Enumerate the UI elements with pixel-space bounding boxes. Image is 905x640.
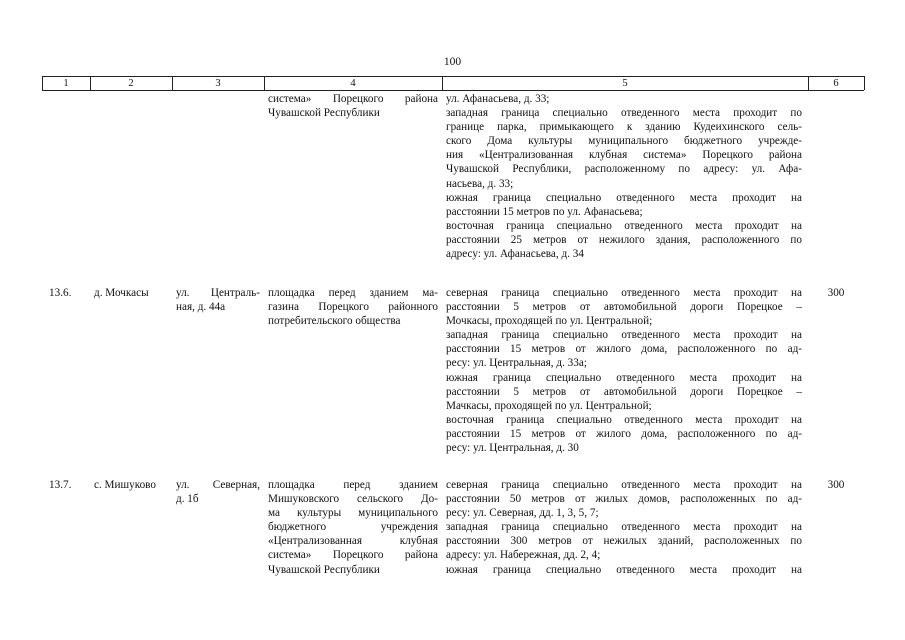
text-line: Мочкасы, проходящей по ул. Центральной; — [446, 315, 653, 328]
capacity-value: 300 — [827, 287, 845, 299]
text-line: система» Порецкого района — [268, 549, 438, 562]
text-line: западная граница специально отведенного места проходит на — [446, 329, 802, 342]
settlement-name: д. Мочкасы — [94, 287, 149, 299]
row-number: 13.6. — [49, 287, 72, 299]
text-line: д. 1б — [176, 493, 199, 506]
address — [176, 286, 260, 314]
address — [176, 478, 260, 506]
text-line: потребительского общества — [268, 315, 401, 328]
text-line: восточная граница специально отведенного места проходит на — [446, 219, 802, 232]
place-description — [268, 92, 438, 120]
text-line: адресу: ул. Набережная, дд. 2, 4; — [446, 549, 601, 562]
text-line: восточная граница специально отведенного места проходит на — [446, 413, 802, 426]
text-line: площадка перед зданием ма- — [268, 287, 438, 299]
text-line: газина Порецкого районного — [268, 301, 438, 314]
text-line: расстоянии 5 метров от автомобильной дороги Порецкое – — [446, 385, 802, 398]
text-line: насьева, д. 33; — [446, 177, 514, 190]
text-line: северная граница специально отведенного места проходит на — [446, 287, 802, 299]
text-line: ул. Централь- — [176, 287, 260, 299]
column-header-6: 6 — [833, 78, 839, 89]
text-line: западная граница специально отведенного места проходит по — [446, 107, 802, 120]
text-line: площадка перед зданием — [268, 479, 438, 491]
text-line: расстоянии 5 метров от автомобильной дороги Порецкое – — [446, 301, 802, 314]
text-line: расстоянии 50 метров от жилых домов, расположенных по ад- — [446, 493, 802, 506]
text-line: адресу: ул. Афанасьева, д. 34 — [446, 248, 584, 261]
capacity-value: 300 — [827, 479, 845, 491]
column-divider — [864, 76, 865, 90]
text-line: южная граница специально отведенного места проходит на — [446, 191, 802, 204]
text-line: Мачкасы, проходящей по ул. Центральной; — [446, 399, 652, 412]
table-header-bottom-rule — [42, 90, 864, 91]
text-line: Чувашской Республики — [268, 563, 380, 576]
text-line: расстоянии 300 метров от нежилых зданий, расположенных по — [446, 535, 802, 548]
text-line: система» Порецкого района — [268, 93, 438, 105]
column-header-3: 3 — [215, 78, 221, 89]
column-header-2: 2 — [128, 78, 134, 89]
text-line: «Централизованная клубная — [268, 535, 438, 548]
text-line: ского Дома культуры муниципального бюджетного учрежде- — [446, 135, 802, 148]
text-line: ресу: ул. Центральная, д. 33а; — [446, 357, 587, 370]
text-line: расстоянии 15 метров от жилого дома, расположенного по ад- — [446, 343, 802, 356]
place-description — [268, 478, 438, 577]
text-line: Чувашской Республики — [268, 107, 380, 120]
page-number: 100 — [443, 56, 462, 68]
text-line: расстоянии 15 метров от жилого дома, расположенного по ад- — [446, 427, 802, 440]
text-line: ресу: ул. Центральная, д. 30 — [446, 442, 579, 455]
column-header-1: 1 — [63, 78, 69, 89]
text-line: границе парка, примыкающего к зданию Кудеихинского сель- — [446, 121, 802, 134]
text-line: Мишуковского сельского До- — [268, 493, 438, 506]
text-line: южная граница специально отведенного места проходит на — [446, 371, 802, 384]
column-header-5: 5 — [622, 78, 628, 89]
row-number: 13.7. — [49, 479, 72, 491]
text-line: южная граница специально отведенного места проходит на — [446, 563, 802, 576]
text-line: ния «Централизованная клубная система» Порецкого района — [446, 149, 802, 162]
boundary-description — [446, 92, 802, 261]
text-line: бюджетного учреждения — [268, 521, 438, 534]
text-line: западная граница специально отведенного места проходит на — [446, 521, 802, 534]
text-line: ная, д. 44а — [176, 301, 226, 314]
boundary-description — [446, 286, 802, 455]
text-line: Чувашской Республики, расположенному по адресу: ул. Афа- — [446, 163, 802, 176]
settlement-name: с. Мишуково — [94, 479, 156, 491]
text-line: ма культуры муниципального — [268, 507, 438, 520]
column-header-4: 4 — [350, 78, 356, 89]
text-line: северная граница специально отведенного места проходит на — [446, 479, 802, 491]
place-description — [268, 286, 438, 328]
text-line: расстоянии 25 метров от нежилого здания, расположенного по — [446, 233, 802, 246]
text-line: ул. Северная, — [176, 479, 260, 491]
text-line: ул. Афанасьева, д. 33; — [446, 93, 550, 105]
text-line: расстоянии 15 метров по ул. Афанасьева; — [446, 205, 643, 218]
text-line: ресу: ул. Северная, дд. 1, 3, 5, 7; — [446, 507, 599, 520]
boundary-description — [446, 478, 802, 577]
